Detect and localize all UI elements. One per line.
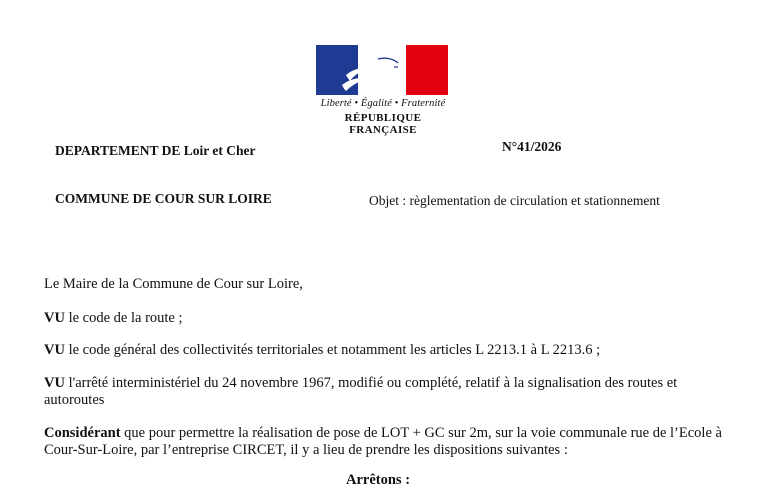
republique-francaise-logo: [316, 45, 450, 136]
commune-name: COUR SUR LOIRE: [154, 191, 272, 206]
republic-name: RÉPUBLIQUE FRANÇAISE: [344, 112, 422, 136]
departement-prefix: DEPARTEMENT DE: [55, 143, 181, 158]
vu-arrete-text: l'arrêté interministériel du 24 novembre 1967, modifié ou complété, relatif à la signalisation des routes et autoroutes: [44, 375, 678, 408]
intro-paragraph: Le Maire de la Commune de Cour sur Loire,: [44, 276, 303, 292]
objet-line: Objet : règlementation de circulation et stationnement: [369, 193, 660, 208]
vu-label: VU: [44, 310, 65, 326]
arrete-number: N°41/2026: [502, 139, 562, 154]
vu-label: VU: [44, 342, 65, 358]
departement-heading: [55, 143, 256, 159]
considerant-paragraph: [44, 425, 724, 459]
commune-prefix: COMMUNE DE: [55, 191, 152, 206]
vu-label: VU: [44, 375, 65, 391]
departement-name: Loir et Cher: [183, 143, 256, 158]
vu-route-text: le code de la route ;: [68, 310, 183, 326]
considerant-text: que pour permettre la réalisation de pose de LOT + GC sur 2m, sur la voie communale rue de l’Ecole à Cour-Sur-Loire, par l’entreprise CIRCET, il y a lieu de prendre les dispositions suivantes :: [44, 425, 722, 458]
marianne-flag: [316, 45, 448, 95]
arretons-heading: Arrêtons :: [346, 472, 411, 488]
republic-motto: Liberté • Égalité • Fraternité: [320, 98, 446, 109]
commune-heading: [55, 191, 272, 207]
vu-cgct-paragraph: [44, 342, 724, 359]
marianne-profile-icon: [316, 45, 448, 95]
vu-route-paragraph: [44, 310, 724, 327]
vu-arrete-paragraph: [44, 375, 724, 409]
considerant-label: Considérant: [44, 425, 121, 441]
vu-cgct-text: le code général des collectivités territoriales et notamment les articles L 2213.1 à L 2213.6 ;: [68, 342, 601, 358]
